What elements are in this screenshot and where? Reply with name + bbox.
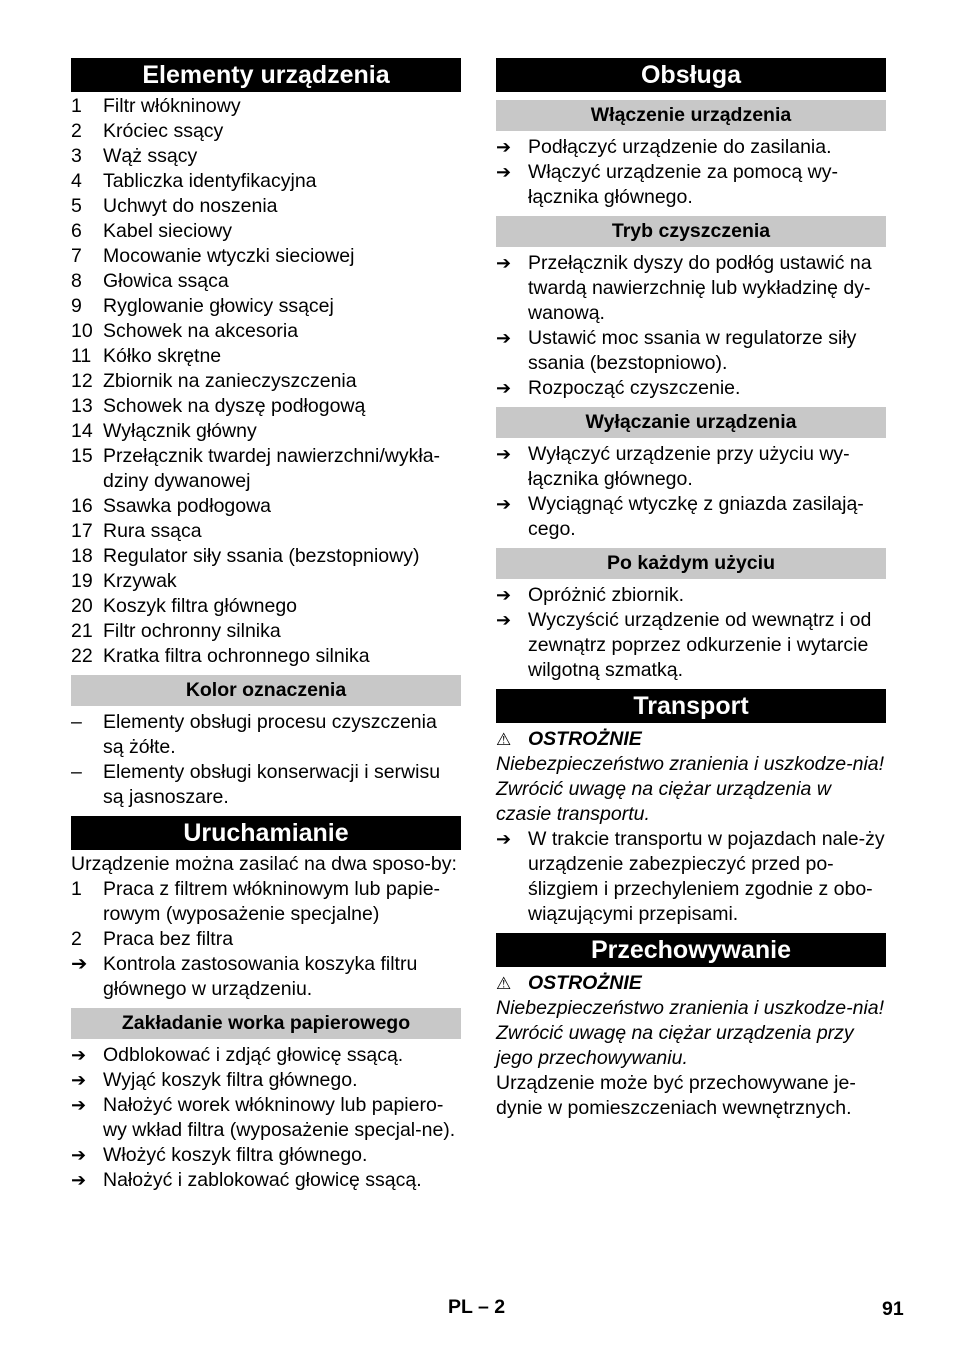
list-item-text: Tabliczka identyfikacyjna (103, 170, 317, 192)
arrow-icon: ➔ (496, 378, 512, 398)
elements-heading: Elementy urządzenia (71, 58, 461, 92)
right-column (496, 58, 886, 1121)
list-item (71, 94, 461, 119)
step-text: Opróżnić zbiornik. (528, 584, 685, 606)
warning-icon: ⚠ (496, 730, 512, 749)
list-item (71, 119, 461, 144)
transport-warning-label: OSTROŻNIE (528, 728, 642, 750)
list-item-number: 7 (71, 245, 82, 267)
list-item-text: Elementy obsługi procesu czyszczenia są żółte. (103, 711, 437, 758)
step-text: Włożyć koszyk filtra głównego. (103, 1144, 368, 1166)
warning-icon: ⚠ (496, 974, 512, 993)
list-item-number: – (71, 711, 82, 733)
list-item-text: Koszyk filtra głównego (103, 595, 298, 617)
list-item-text: Przełącznik twardej nawierzchni/wykła-dziny dywanowej (103, 445, 441, 492)
list-item (71, 544, 461, 569)
list-item-text: Zbiornik na zanieczyszczenia (103, 370, 357, 392)
startup-list (71, 877, 461, 1002)
off-heading: Wyłączanie urządzenia (496, 407, 886, 438)
operation-heading: Obsługa (496, 58, 886, 92)
list-item-text: Króciec ssący (103, 120, 224, 142)
list-item-number: 1 (71, 95, 82, 117)
step-text: Odblokować i zdjąć głowicę ssącą. (103, 1044, 404, 1066)
arrow-icon: ➔ (496, 494, 512, 514)
step-text: Wyciągnąć wtyczkę z gniazda zasilają-cego. (528, 493, 864, 540)
list-item-text: Praca z filtrem włókninowym lub papie-rowym (wyposażenie specjalne) (103, 878, 441, 925)
list-item-text: Kółko skrętne (103, 345, 222, 367)
list-item-text: Wąż ssący (103, 145, 198, 167)
list-item (71, 419, 461, 444)
step-item (496, 608, 886, 683)
elements-list (71, 94, 461, 669)
list-item-number: 4 (71, 170, 82, 192)
startup-intro: Urządzenie można zasilać na dwa sposo-by: (71, 853, 457, 875)
arrow-icon: ➔ (71, 1170, 87, 1190)
list-item-text: Schowek na akcesoria (103, 320, 299, 342)
step-item (71, 1093, 461, 1143)
list-item (71, 344, 461, 369)
bag-list (71, 1043, 461, 1193)
list-item (71, 710, 461, 760)
list-item-text: Uchwyt do noszenia (103, 195, 278, 217)
arrow-icon: ➔ (496, 585, 512, 605)
arrow-icon: ➔ (71, 1070, 87, 1090)
list-item (71, 519, 461, 544)
footer-language: PL – 2 (448, 1296, 506, 1318)
list-item-text: Filtr włókninowy (103, 95, 241, 117)
list-item-number: 1 (71, 878, 82, 900)
list-item-text: Krzywak (103, 570, 177, 592)
list-item-number: 20 (71, 595, 93, 617)
step-item (496, 160, 886, 210)
arrow-icon: ➔ (496, 162, 512, 182)
step-item (496, 583, 886, 608)
list-item-text: Filtr ochronny silnika (103, 620, 281, 642)
list-item-text: Regulator siły ssania (bezstopniowy) (103, 545, 420, 567)
list-item-number: 14 (71, 420, 93, 442)
arrow-icon: ➔ (496, 328, 512, 348)
list-item-text: Głowica ssąca (103, 270, 229, 292)
on-list (496, 135, 886, 210)
step-text: Rozpocząć czyszczenie. (528, 377, 741, 399)
list-item-text: Ssawka podłogowa (103, 495, 272, 517)
step-text: Ustawić moc ssania w regulatorze siły ssania (bezstopniowo). (528, 327, 857, 374)
step-item (496, 326, 886, 376)
list-item-number: 2 (71, 928, 82, 950)
list-item (71, 619, 461, 644)
list-item (71, 952, 461, 1002)
step-text: Podłączyć urządzenie do zasilania. (528, 136, 832, 158)
list-item (71, 444, 461, 494)
clean-heading: Tryb czyszczenia (496, 216, 886, 247)
list-item (71, 244, 461, 269)
step-text: Włączyć urządzenie za pomocą wy-łącznika głównego. (528, 161, 838, 208)
step-text: Wyjąć koszyk filtra głównego. (103, 1069, 358, 1091)
list-item-number: 9 (71, 295, 82, 317)
after-heading: Po każdym użyciu (496, 548, 886, 579)
list-item-text: Kontrola zastosowania koszyka filtru głównego w urządzeniu. (103, 953, 418, 1000)
left-column (71, 58, 461, 1193)
step-item (496, 442, 886, 492)
storage-heading: Przechowywanie (496, 933, 886, 967)
list-item-text: Schowek na dyszę podłogową (103, 395, 366, 417)
list-item-number: 18 (71, 545, 93, 567)
arrow-icon: ➔ (71, 1145, 87, 1165)
step-item (496, 251, 886, 326)
step-text: Nałożyć worek włókninowy lub papiero-wy wkład filtra (wyposażenie specjal-ne). (103, 1094, 456, 1141)
list-item-number: 17 (71, 520, 93, 542)
list-item (71, 644, 461, 669)
step-item (496, 135, 886, 160)
list-item (71, 269, 461, 294)
startup-heading: Uruchamianie (71, 816, 461, 850)
list-item-number: 16 (71, 495, 93, 517)
on-heading: Włączenie urządzenia (496, 100, 886, 131)
arrow-icon: ➔ (71, 1095, 87, 1115)
step-item (71, 1043, 461, 1068)
step-text: Wyczyścić urządzenie od wewnątrz i od zewnątrz poprzez odkurzenie i wytarcie wilgotną szmatką. (528, 609, 872, 681)
list-item (71, 144, 461, 169)
list-item-number: 19 (71, 570, 93, 592)
step-item (496, 492, 886, 542)
after-list (496, 583, 886, 683)
step-item (496, 827, 886, 927)
list-item (71, 594, 461, 619)
list-item-text: Rura ssąca (103, 520, 202, 542)
step-text: W trakcie transportu w pojazdach nale-ży urządzenie zabezpieczyć przed po-ślizgiem i przechyleniem zgodnie z obo-wiązującymi przepisami. (528, 828, 885, 925)
bag-heading: Zakładanie worka papierowego (71, 1008, 461, 1039)
list-item-number: 13 (71, 395, 93, 417)
storage-warning (496, 971, 886, 996)
arrow-icon: ➔ (496, 829, 512, 849)
arrow-icon: ➔ (496, 253, 512, 273)
step-item (71, 1068, 461, 1093)
list-item (71, 569, 461, 594)
list-item-text: Praca bez filtra (103, 928, 234, 950)
list-item-number: – (71, 761, 82, 783)
storage-text: Urządzenie może być przechowywane je-dynie w pomieszczeniach wewnętrznych. (496, 1072, 856, 1119)
arrow-icon: ➔ (496, 444, 512, 464)
list-item-text: Mocowanie wtyczki sieciowej (103, 245, 355, 267)
list-item-text: Wyłącznik główny (103, 420, 257, 442)
list-item (71, 169, 461, 194)
color-list (71, 710, 461, 810)
storage-warning-label: OSTROŻNIE (528, 972, 642, 994)
list-item (71, 294, 461, 319)
list-item-text: Elementy obsługi konserwacji i serwisu są jasnoszare. (103, 761, 441, 808)
list-item (71, 219, 461, 244)
off-list (496, 442, 886, 542)
list-item (71, 760, 461, 810)
step-text: Nałożyć i zablokować głowicę ssącą. (103, 1169, 422, 1191)
list-item (71, 927, 461, 952)
list-item-text: Kratka filtra ochronnego silnika (103, 645, 370, 667)
list-item-number: 3 (71, 145, 82, 167)
list-item (71, 194, 461, 219)
list-item-number: 11 (71, 345, 92, 367)
list-item-number: 12 (71, 370, 93, 392)
list-item (71, 369, 461, 394)
step-text: Wyłączyć urządzenie przy użyciu wy-łącznika głównego. (528, 443, 850, 490)
transport-warning-text: Niebezpieczeństwo zranienia i uszkodze-nia! Zwrócić uwagę na ciężar urządzenia w czasie transportu. (496, 753, 885, 825)
list-item-number: 8 (71, 270, 82, 292)
list-item-number: 21 (71, 620, 93, 642)
step-item (71, 1143, 461, 1168)
step-item (496, 376, 886, 401)
step-text: Przełącznik dyszy do podłóg ustawić na twardą nawierzchnię lub wykładzinę dy-wanową. (528, 252, 872, 324)
list-item (71, 494, 461, 519)
list-item (71, 319, 461, 344)
list-item-number: ➔ (71, 953, 88, 975)
list-item-text: Kabel sieciowy (103, 220, 232, 242)
list-item (71, 394, 461, 419)
list-item (71, 877, 461, 927)
arrow-icon: ➔ (496, 610, 512, 630)
list-item-number: 10 (71, 320, 93, 342)
list-item-number: 22 (71, 645, 93, 667)
page-number: 91 (882, 1298, 904, 1320)
list-item-number: 15 (71, 445, 93, 467)
list-item-number: 5 (71, 195, 82, 217)
list-item-text: Ryglowanie głowicy ssącej (103, 295, 334, 317)
list-item-number: 2 (71, 120, 82, 142)
transport-heading: Transport (496, 689, 886, 723)
transport-list (496, 827, 886, 927)
color-heading: Kolor oznaczenia (71, 675, 461, 706)
clean-list (496, 251, 886, 401)
arrow-icon: ➔ (496, 137, 512, 157)
transport-warning (496, 727, 886, 752)
step-item (71, 1168, 461, 1193)
list-item-number: 6 (71, 220, 82, 242)
storage-warning-text: Niebezpieczeństwo zranienia i uszkodze-nia! Zwrócić uwagę na ciężar urządzenia przy jego przechowywaniu. (496, 997, 885, 1069)
arrow-icon: ➔ (71, 1045, 87, 1065)
